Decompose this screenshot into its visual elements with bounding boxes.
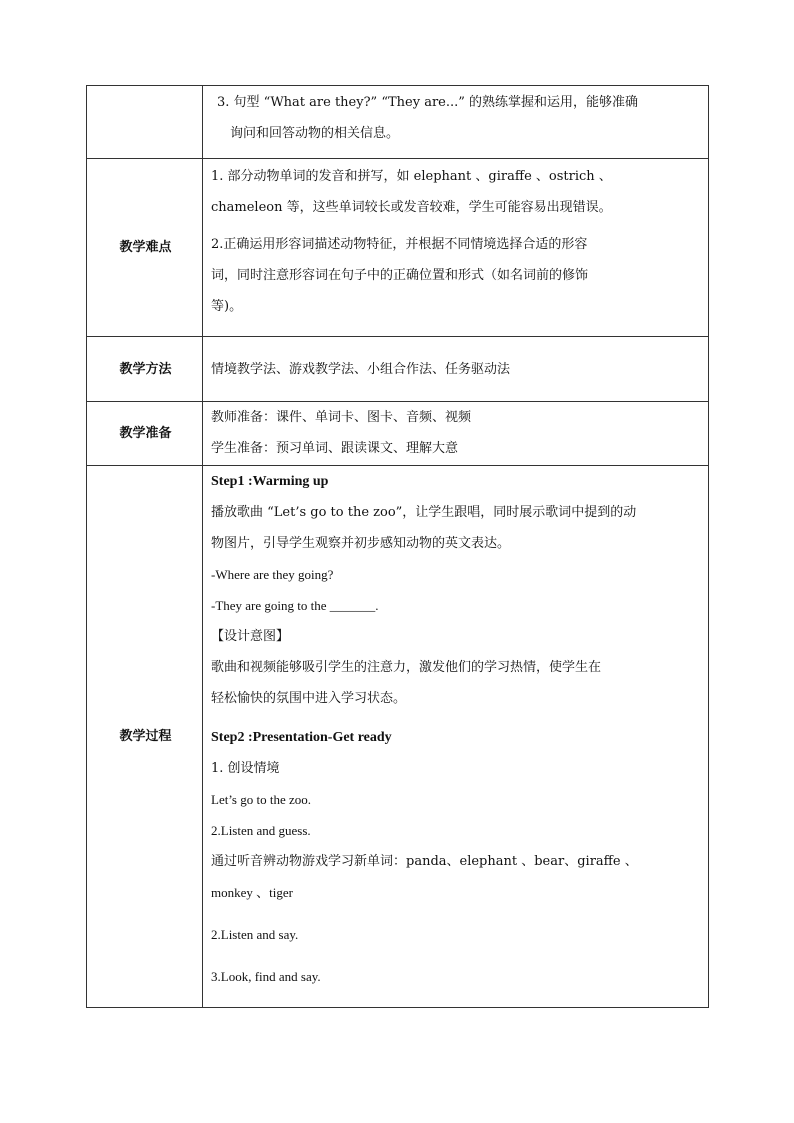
method-cell xyxy=(203,337,709,402)
teacher-prep: 教师准备：课件、单词卡、图卡、音频、视频 xyxy=(211,410,472,425)
step1-line-3: -Where are they going? xyxy=(211,567,334,582)
prep-label: 教学准备 xyxy=(87,402,203,466)
objective-line-1: 3. 句型 “What are they?” “They are...” 的熟练掌握和运用，能够准确 xyxy=(217,95,639,110)
step2-line-4: 通过听音辨动物游戏学习新单词：panda、elephant 、bear、giraffe 、 xyxy=(211,854,638,869)
difficulty-line-5: 等)。 xyxy=(211,299,243,314)
step2-line-6: 2.Listen and say. xyxy=(211,927,299,942)
step2-line-5: monkey 、tiger xyxy=(211,885,293,900)
step2-line-2: Let’s go to the zoo. xyxy=(211,792,312,807)
step1-line-1: 播放歌曲 “Let’s go to the zoo”，让学生跟唱，同时展示歌词中提到的动 xyxy=(211,505,637,520)
step2-line-7: 3.Look, find and say. xyxy=(211,969,321,984)
step2-title: Step2 :Presentation-Get ready xyxy=(211,730,392,745)
objective-line-2: 询问和回答动物的相关信息。 xyxy=(230,126,400,141)
difficulty-label: 教学难点 xyxy=(87,159,203,337)
difficulty-line-1: 1. 部分动物单词的发音和拼写，如 elephant 、giraffe 、ostrich 、 xyxy=(211,169,612,184)
step1-line-7: 轻松愉快的氛围中进入学习状态。 xyxy=(211,691,407,706)
method-label: 教学方法 xyxy=(87,337,203,402)
difficulty-cell xyxy=(203,159,709,337)
difficulty-row xyxy=(87,159,709,337)
method-text: 情境教学法、游戏教学法、小组合作法、任务驱动法 xyxy=(211,361,511,377)
step1-line-6: 歌曲和视频能够吸引学生的注意力，激发他们的学习热情，使学生在 xyxy=(211,660,602,675)
difficulty-line-3: 2.正确运用形容词描述动物特征，并根据不同情境选择合适的形容 xyxy=(211,237,588,252)
method-row xyxy=(87,337,709,402)
student-prep: 学生准备：预习单词、跟读课文、理解大意 xyxy=(211,441,459,456)
step1-title: Step1 :Warming up xyxy=(211,474,329,489)
empty-label-cell xyxy=(87,86,203,159)
objective-cell xyxy=(203,86,709,159)
process-row xyxy=(87,466,709,1008)
process-label: 教学过程 xyxy=(87,466,203,1008)
prep-cell xyxy=(203,402,709,466)
difficulty-line-4: 词，同时注意形容词在句子中的正确位置和形式（如名词前的修饰 xyxy=(211,268,589,283)
step2-line-1: 1. 创设情境 xyxy=(211,761,280,776)
step1-line-2: 物图片，引导学生观察并初步感知动物的英文表达。 xyxy=(211,536,511,551)
prep-row xyxy=(87,402,709,466)
difficulty-line-2: chameleon 等，这些单词较长或发音较难，学生可能容易出现错误。 xyxy=(211,200,612,215)
lesson-plan-table xyxy=(86,85,709,1008)
step2-line-3: 2.Listen and guess. xyxy=(211,823,311,838)
step1-line-4: -They are going to the _______. xyxy=(211,598,379,613)
objective-continued-row xyxy=(87,86,709,159)
process-cell xyxy=(203,466,709,1008)
design-intent-heading: 【设计意图】 xyxy=(211,629,290,644)
